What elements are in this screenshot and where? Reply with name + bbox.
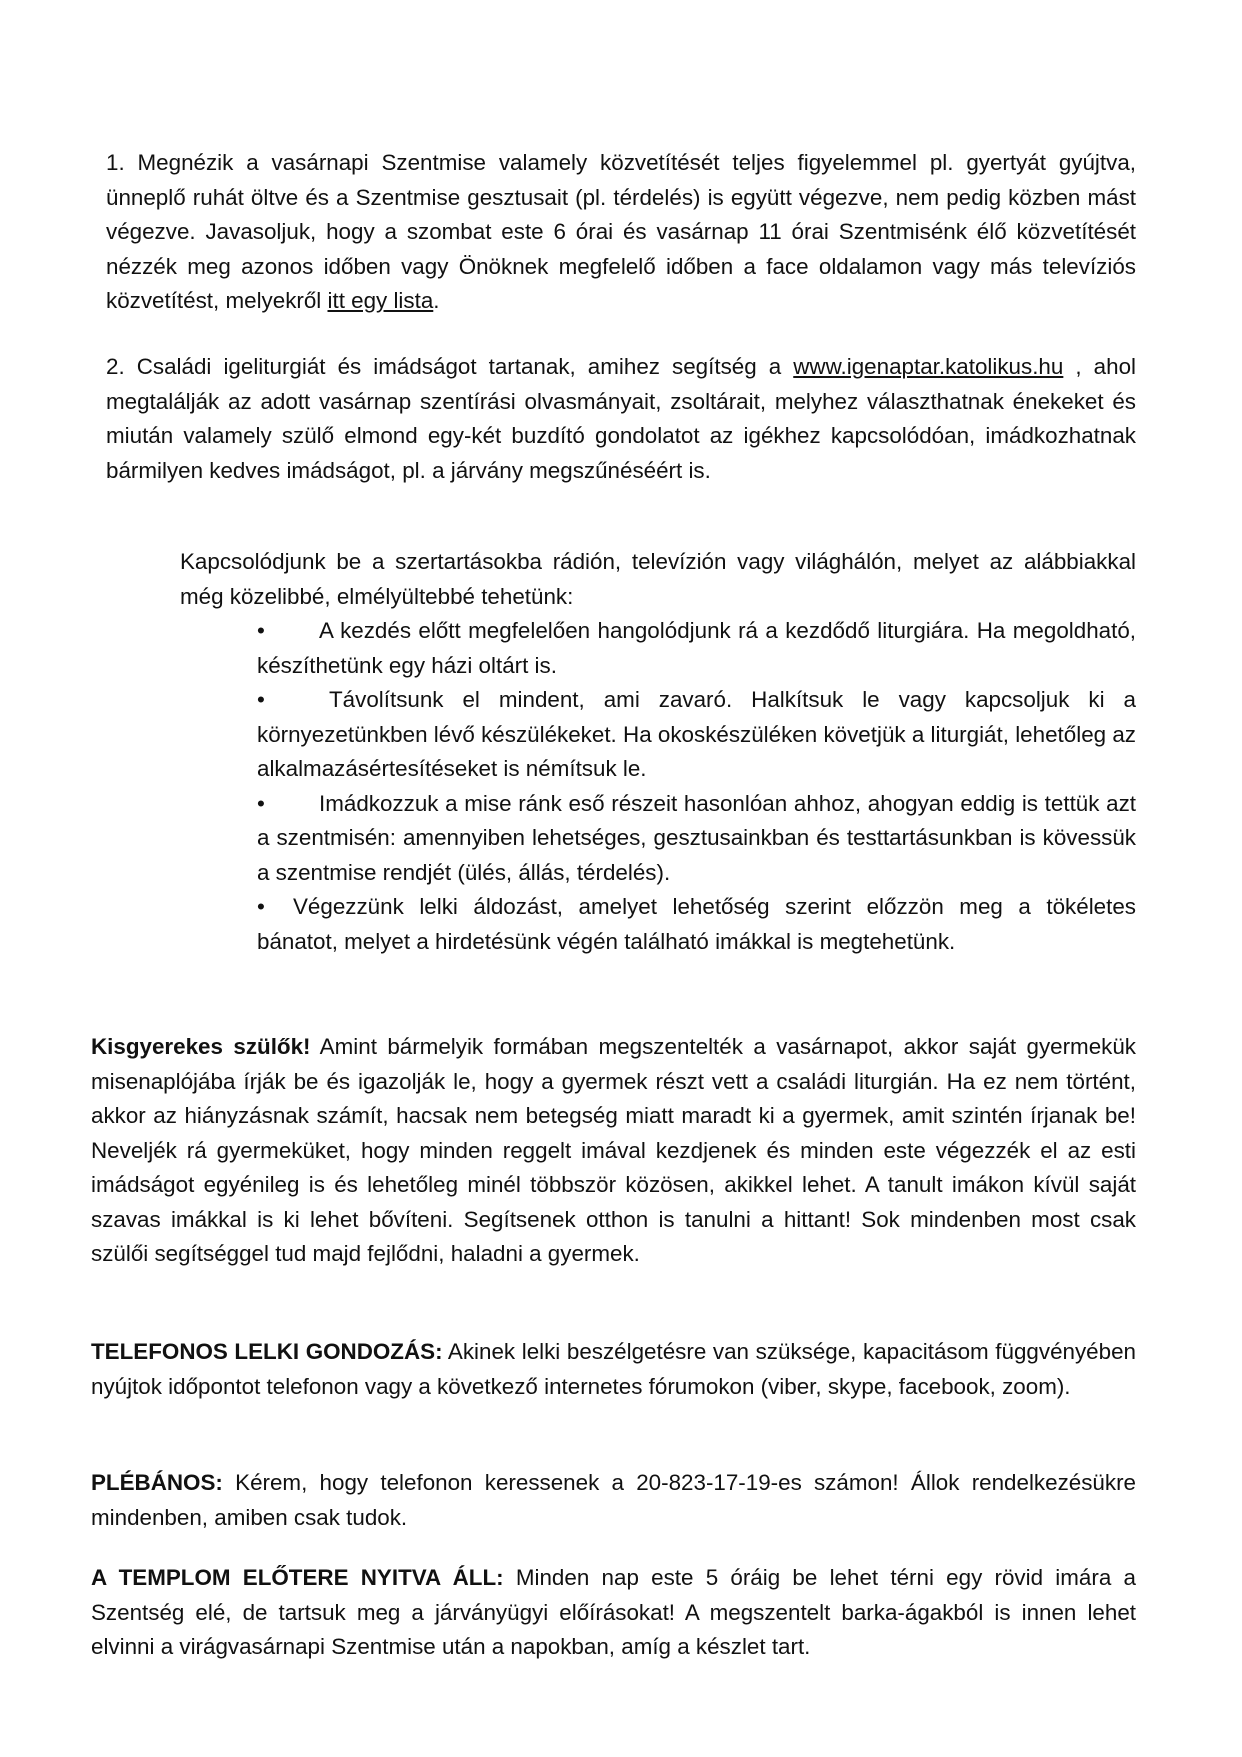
parents-notice-heading: Kisgyerekes szülők! [91,1034,311,1059]
bullet-icon: • [257,790,265,816]
list-item-text: Távolítsunk el mindent, ami zavaró. Halkítsuk le vagy kapcsoljuk ki a környezetünkben lévő készülékeket. Ha okoskészüléken követjük a liturgiát, lehetőleg az alkalmazásértesítéseket is némítsuk le. [257,687,1136,781]
parents-notice [91,1030,1136,1272]
parents-notice-body: Amint bármelyik formában megszentelték a vasárnapot, akkor saját gyermekük misenaplójába írják be és igazolják le, hogy a gyermek részt vett a családi liturgián. Ha ez nem történt, akkor az hiányzásnak számít, hacsak nem betegség miatt maradt ki a gyermek, amit szintén írjanak be! Neveljék rá gyermeküket, hogy minden reggelt imával kezdjenek és minden este végezzék el az esti imádságot egyénileg is és lehetőleg minél többször közösen, akikkel lehet. A tanult imákon kívül saját szavas imákkal is ki lehet bővíteni. Segítsenek otthon is tanulni a hittant! Sok mindenben most csak szülői segítséggel tud majd fejlődni, haladni a gyermek. [91,1034,1136,1266]
parish-priest-heading: PLÉBÁNOS: [91,1470,223,1495]
parish-priest-body: Kérem, hogy telefonon keressenek a 20-823-17-19-es számon! Állok rendelkezésükre mindenben, amiben csak tudok. [91,1470,1136,1530]
phone-care-notice [91,1335,1136,1404]
paragraph-1-end: . [433,288,440,313]
paragraph-2-text: 2. Családi igeliturgiát és imádságot tartanak, amihez segítség a [106,354,794,379]
list-item [257,890,1136,959]
broadcast-list-link[interactable]: itt egy lista [327,288,434,313]
list-item [257,683,1136,787]
paragraph-2 [106,350,1136,488]
bullet-icon: • [257,618,265,643]
church-open-body: Minden nap este 5 óráig be lehet térni egy rövid imára a Szentség elé, de tartsuk meg a járványügyi előírásokat! A megszentelt barka-ágakból is innen lehet elvinni a virágvasárnapi Szentmise után a napokban, amíg a készlet tart. [91,1565,1136,1659]
paragraph-2-rest: , ahol megtalálják az adott vasárnap szentírási olvasmányait, zsoltárait, melyhez választhatnak énekeket és miután valamely szülő elmond egy-két buzdító gondolatot az igékhez kapcsolódóan, imádkozhatnak bármilyen kedves imádságot, pl. a járvány megszűnéséért is. [106,354,1137,483]
bullet-list [257,614,1136,959]
parish-priest-notice [91,1466,1136,1535]
igenaptar-link[interactable]: www.igenaptar.katolikus.hu [793,354,1064,379]
list-item-text: A kezdés előtt megfelelően hangolódjunk rá a kezdődő liturgiára. Ha megoldható, készíthetünk egy házi oltárt is. [257,618,1136,678]
list-item [257,787,1136,891]
intro-paragraph: Kapcsolódjunk be a szertartásokba rádión, televízión vagy világhálón, melyet az alábbiakkal még közelibbé, elmélyültebbé tehetünk: [180,549,1136,609]
bullet-icon: • [257,687,265,712]
paragraph-1 [106,146,1136,319]
phone-care-body: Akinek lelki beszélgetésre van szüksége, kapacitásom függvényében nyújtok időpontot telefonon vagy a következő internetes fórumokon (viber, skype, facebook, zoom). [91,1339,1136,1399]
list-item [257,614,1136,683]
phone-care-heading: TELEFONOS LELKI GONDOZÁS: [91,1339,443,1364]
church-open-notice [91,1561,1136,1665]
bullet-icon: • [257,894,265,919]
paragraph-1-text: 1. Megnézik a vasárnapi Szentmise valamely közvetítését teljes figyelemmel pl. gyertyát gyújtva, ünneplő ruhát öltve és a Szentmise gesztusait (pl. térdelés) is együtt végezve, nem pedig közben mást végezve. Javasoljuk, hogy a szombat este 6 órai és vasárnap 11 órai Szentmisénk élő közvetítését nézzék meg azonos időben vagy Önöknek megfelelő időben a face oldalamon vagy más televíziós közvetítést, melyekről [106,150,1136,313]
list-item-text: Imádkozzuk a mise ránk eső részeit hasonlóan ahhoz, ahogyan eddig is tettük azt a szentmisén: amennyiben lehetséges, gesztusainkban és testtartásunkban is kövessük a szentmise rendjét (ülés, állás, térdelés). [257,790,1136,885]
list-item-text: Végezzünk lelki áldozást, amelyet lehetőség szerint előzzön meg a tökéletes bánatot, melyet a hirdetésünk végén található imákkal is megtehetünk. [257,894,1136,954]
church-open-heading: A TEMPLOM ELŐTERE NYITVA ÁLL: [91,1565,504,1590]
